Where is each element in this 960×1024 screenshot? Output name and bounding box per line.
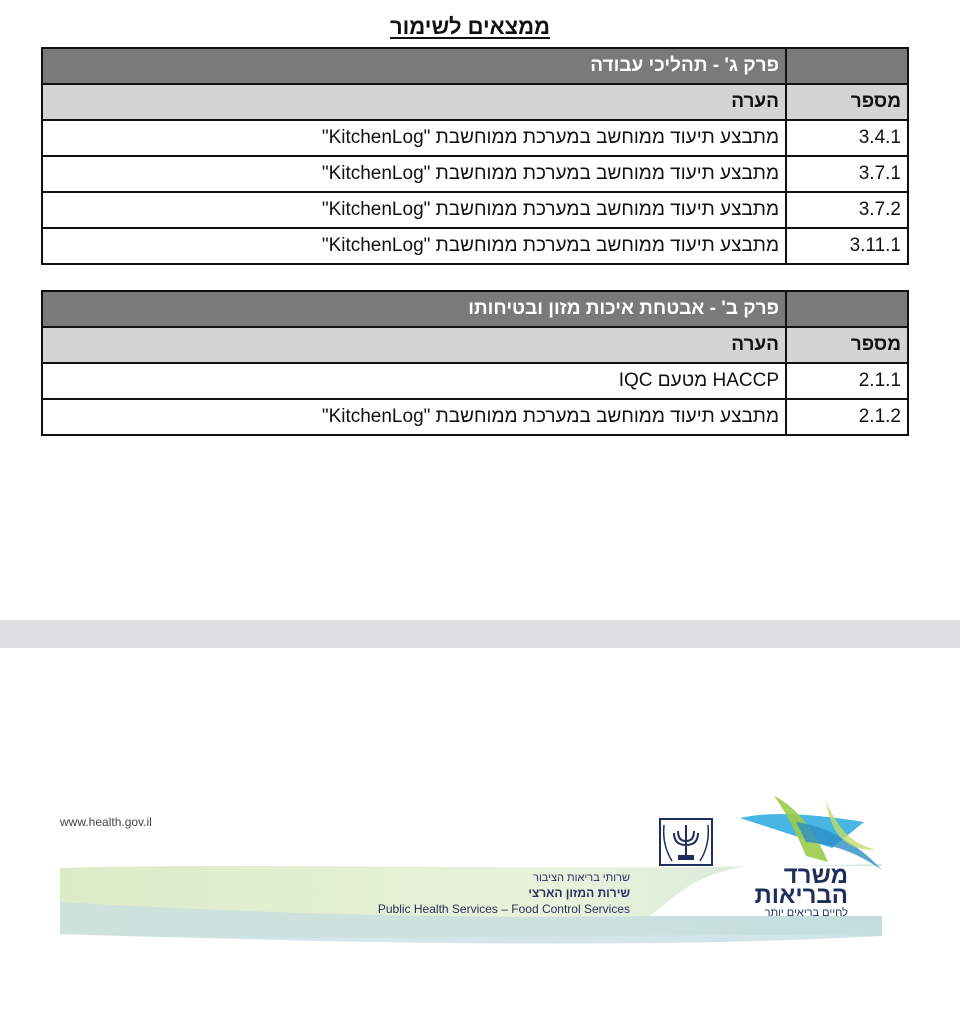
column-header-row <box>42 84 908 120</box>
section-title: פרק ג' - תהליכי עבודה <box>42 48 786 84</box>
column-header-row <box>42 327 908 363</box>
row-note: מתבצע תיעוד ממוחשב במערכת ממוחשבת "KitchenLog" <box>42 192 786 228</box>
footer-line-food-service: שירות המזון הארצי <box>528 886 630 900</box>
page-separator <box>0 620 960 648</box>
footer-line-english: Public Health Services – Food Control Services <box>377 902 630 916</box>
column-header-number: מספר <box>786 327 908 363</box>
section-header-row <box>42 48 908 84</box>
row-number: 3.11.1 <box>786 228 908 264</box>
row-note: HACCP מטעם IQC <box>42 363 786 399</box>
ministry-brand <box>754 862 849 920</box>
table-row <box>42 192 908 228</box>
brand-tagline: לחיים בריאים יותר <box>764 907 848 919</box>
section-title: פרק ב' - אבטחת איכות מזון ובטיחותו <box>42 291 786 327</box>
footer-line-public-health: שרותי בריאות הציבור <box>533 872 630 884</box>
row-number: 3.4.1 <box>786 120 908 156</box>
table-row <box>42 228 908 264</box>
row-number: 2.1.2 <box>786 399 908 435</box>
findings-table-work-processes <box>41 47 909 265</box>
row-number: 3.7.2 <box>786 192 908 228</box>
findings-table-food-quality <box>41 290 909 436</box>
section-header-blank <box>786 48 908 84</box>
row-number: 2.1.1 <box>786 363 908 399</box>
table-row <box>42 399 908 435</box>
column-header-number: מספר <box>786 84 908 120</box>
column-header-note: הערה <box>42 84 786 120</box>
row-note: מתבצע תיעוד ממוחשב במערכת ממוחשבת "KitchenLog" <box>42 120 786 156</box>
column-header-note: הערה <box>42 327 786 363</box>
row-note: מתבצע תיעוד ממוחשב במערכת ממוחשבת "KitchenLog" <box>42 228 786 264</box>
table-row <box>42 363 908 399</box>
table-row <box>42 120 908 156</box>
brand-line-2: הבריאות <box>754 882 848 909</box>
state-emblem-icon <box>658 817 714 867</box>
document-title: ממצאים לשימור <box>389 14 551 39</box>
table-row <box>42 156 908 192</box>
row-note: מתבצע תיעוד ממוחשב במערכת ממוחשבת "KitchenLog" <box>42 156 786 192</box>
row-number: 3.7.1 <box>786 156 908 192</box>
section-header-row <box>42 291 908 327</box>
brand-line-1: משרד <box>783 862 848 889</box>
footer-url[interactable]: www.health.gov.il <box>60 815 152 829</box>
row-note: מתבצע תיעוד ממוחשב במערכת ממוחשבת "KitchenLog" <box>42 399 786 435</box>
section-header-blank <box>786 291 908 327</box>
